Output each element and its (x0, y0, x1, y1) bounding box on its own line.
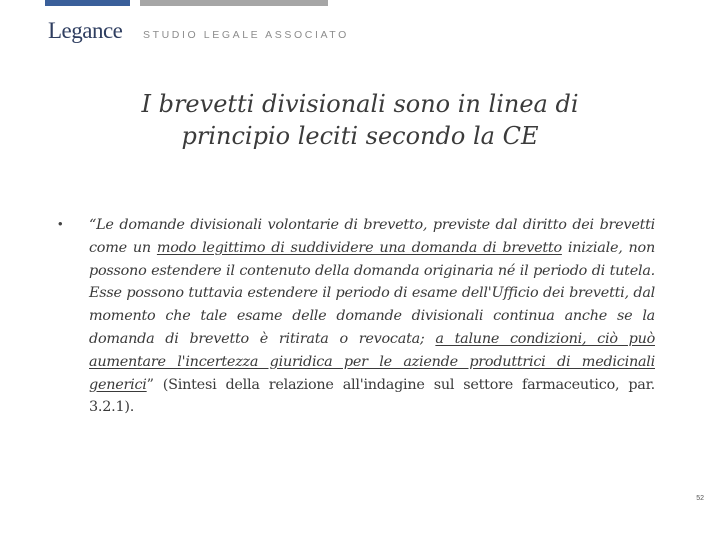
logo: Legance (48, 18, 123, 43)
slide-title (40, 88, 680, 152)
quote-paragraph (89, 214, 655, 419)
top-bar-blue (45, 0, 130, 6)
quote-underlined-2: a talune condizioni, ciò può aumentare l'incertezza giuridica per le aziende produttrici di medicinali generici (89, 330, 655, 393)
bullet-point: • (58, 216, 63, 231)
quote-source: (Sintesi della relazione all'indagine sul settore farmaceutico, par. 3.2.1). (89, 376, 655, 416)
slide-title-line-2: principio leciti secondo la CE (181, 122, 539, 150)
slide-title-line-1: I brevetti divisionali sono in linea di (141, 90, 579, 118)
quote-close-mark: ” (146, 376, 154, 393)
page-number: 52 (696, 495, 704, 502)
quote-text-1: “Le domande divisionali volontarie di brevetto, previste dal diritto dei brevetti come un (89, 217, 655, 256)
quote-underlined-1: modo legittimo di suddividere una domanda di brevetto (156, 239, 562, 256)
top-bar-gray (140, 0, 328, 6)
quote-text-2: iniziale, non possono estendere il contenuto della domanda originaria né il periodo di tutela. Esse possono tuttavia estendere il periodo di esame dell'Ufficio dei brevetti, dal momento che tale esame delle domande divisionali continua anche se la domanda di brevetto è ritirata o revocata; (89, 239, 655, 347)
logo-subtitle: STUDIO LEGALE ASSOCIATO (143, 29, 349, 41)
